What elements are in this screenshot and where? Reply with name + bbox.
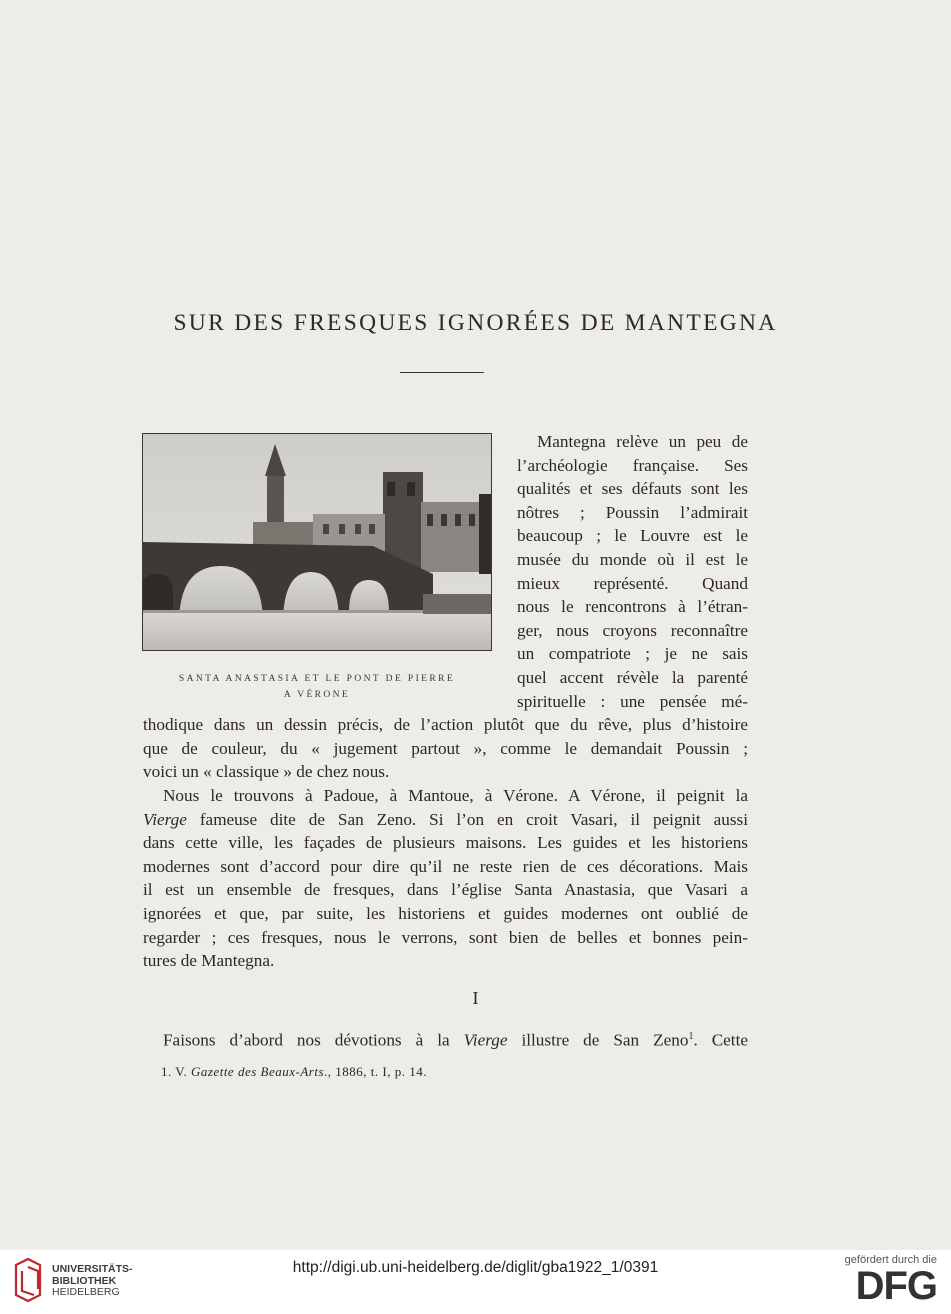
column-line: mieux représenté. Quand (517, 573, 748, 593)
side-column-text (517, 430, 748, 713)
text-run: Faisons d’abord nos dévotions à la (163, 1030, 464, 1050)
dfg-logo: DFG (855, 1264, 937, 1308)
column-line: qualités et ses défauts sont les (517, 479, 748, 499)
body-line: voici un « classique » de chez nous. (143, 762, 390, 782)
permalink-url[interactable]: http://digi.ub.uni-heidelberg.de/diglit/gba1922_1/0391 (292, 1259, 659, 1276)
body-line: thodique dans un dessin précis, de l’action plutôt que du rêve, plus d’histoire (143, 715, 748, 734)
italic-vierge: Vierge (463, 1030, 508, 1050)
column-line: Mantegna relève un peu de (537, 432, 748, 451)
article-title: SUR DES FRESQUES IGNORÉES DE MANTEGNA (173, 310, 778, 336)
body-line: il est un ensemble de fresques, dans l’église Santa Anastasia, que Vasari a (143, 880, 748, 900)
text-run: illustre de San Zeno (507, 1030, 689, 1050)
column-line: spirituelle : une pensée mé- (517, 691, 748, 711)
footnote (161, 1064, 427, 1080)
paragraph-1 (143, 713, 748, 784)
title-rule (400, 372, 484, 373)
text-run: . Cette (693, 1030, 748, 1050)
section-number: I (472, 988, 479, 1008)
uni-line: HEIDELBERG (52, 1286, 120, 1298)
body-line: regarder ; ces fresques, nous le verrons, sont bien de belles et bonnes pein- (143, 927, 748, 947)
uni-line: UNIVERSITÄTS- (52, 1263, 133, 1275)
text-run: V. (171, 1064, 191, 1079)
column-line: musée du monde où il est le (517, 549, 748, 569)
funding-label: gefördert durch die (844, 1254, 937, 1266)
paragraph-2 (143, 784, 748, 973)
body-line: dans cette ville, les façades de plusieurs maisons. Les guides et les historiens (143, 833, 748, 853)
column-line: quel accent révèle la parenté (517, 667, 748, 687)
body-line: modernes sont d’accord pour dire qu’il ne reste rien de ces décorations. Mais (143, 856, 748, 876)
column-line: ger, nous croyons reconnaître (517, 620, 748, 640)
photo-santa-anastasia (142, 433, 492, 651)
body-line: Nous le trouvons à Padoue, à Mantoue, à Vérone. A Vérone, il peignit la (163, 786, 748, 805)
paragraph-3 (143, 1025, 748, 1049)
body-line (143, 808, 748, 832)
footnote-number: 1. (161, 1064, 172, 1079)
body-line: tures de Mantegna. (143, 951, 275, 971)
footnote-journal: Gazette des Beaux-Arts (190, 1064, 325, 1079)
italic-vierge: Vierge (143, 809, 187, 829)
body-line: ignorées et que, par suite, les historiens et guides modernes ont oublié de (143, 903, 748, 923)
text-run: ., 1886, t. I, p. 14. (324, 1064, 427, 1079)
figure-caption-line2: A VÉRONE (283, 690, 351, 700)
footnote-ref: 1 (688, 1031, 694, 1042)
body-line (143, 1025, 748, 1049)
figure-caption-line1: SANTA ANASTASIA ET LE PONT DE PIERRE (178, 674, 456, 684)
body-line: que de couleur, du « jugement partout », comme le demandait Poussin ; (143, 738, 748, 758)
column-line: beaucoup ; le Louvre est le (517, 526, 748, 546)
column-line: un compatriote ; je ne sais (517, 644, 748, 664)
column-line: nous le rencontrons à l’étran- (517, 597, 748, 617)
body-line-rest: fameuse dite de San Zeno. Si l’on en croit Vasari, il peignit aussi (186, 809, 748, 829)
column-line: l’archéologie française. Ses (517, 455, 748, 475)
column-line: nôtres ; Poussin l’admirait (517, 502, 748, 522)
uni-line: BIBLIOTHEK (52, 1274, 117, 1287)
